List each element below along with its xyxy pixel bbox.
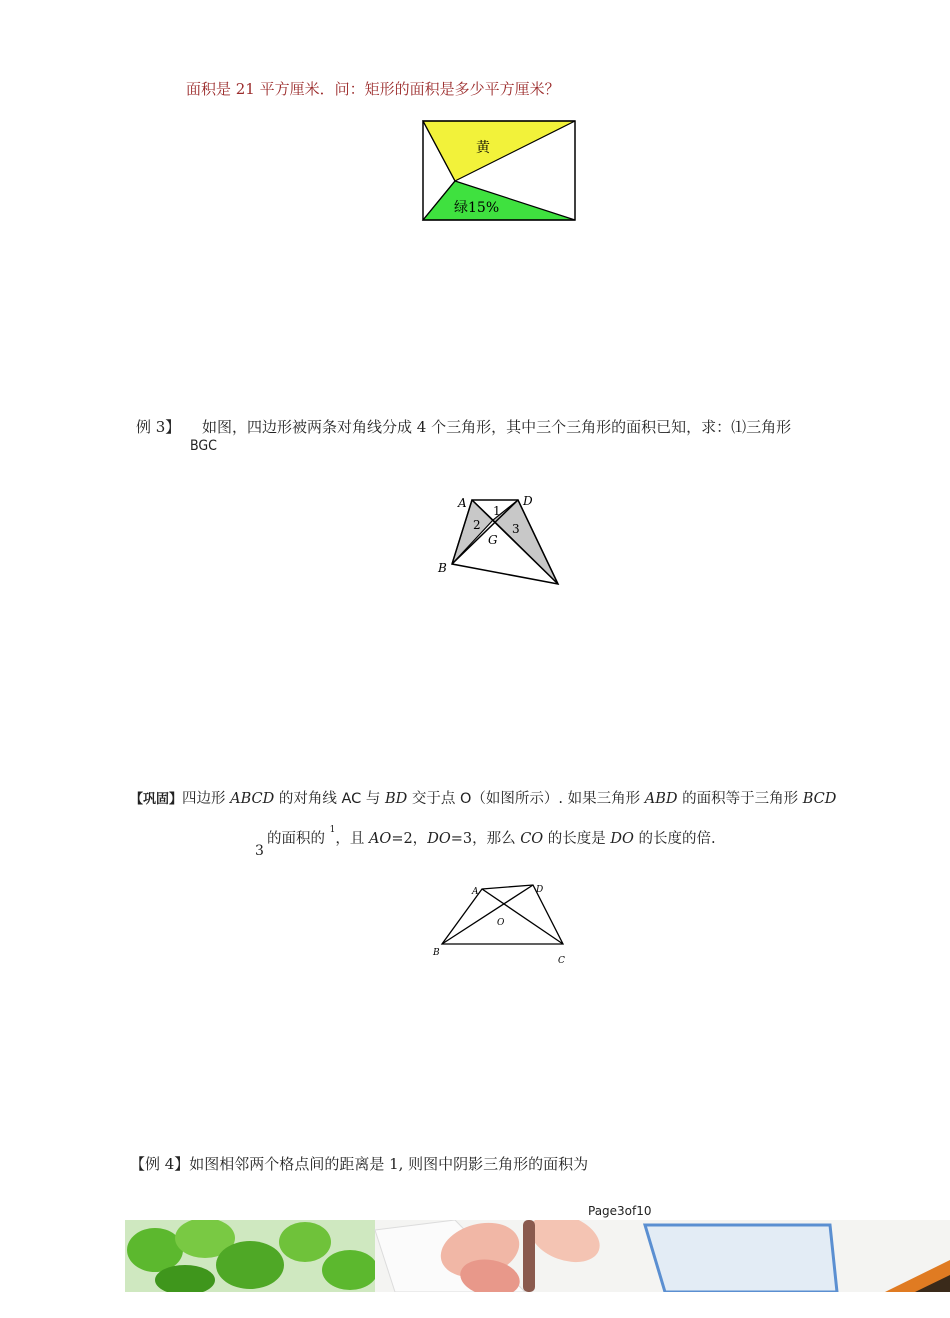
gonggu-line-1 xyxy=(130,787,836,808)
yellow-label: 黄 xyxy=(476,140,490,156)
area-2-label: 2 xyxy=(473,518,481,532)
text-segment: 的对角线 xyxy=(274,791,342,807)
triangle-3-shaded xyxy=(493,500,558,584)
example3-label: 例 3】 xyxy=(136,418,181,436)
text-segment: （如图所示）. 如果三角形 xyxy=(471,791,645,807)
text-segment: 的面积等于三角形 xyxy=(677,791,803,807)
book-shape xyxy=(645,1225,837,1292)
rectangle-figure xyxy=(420,118,580,224)
quadrilateral-figure-abcd xyxy=(430,490,570,590)
text-segment: =2， xyxy=(391,831,428,847)
quadrilateral-outline xyxy=(442,885,563,944)
vertex-a-label: A xyxy=(458,496,467,510)
gonggu-line-2 xyxy=(267,827,716,848)
problem-text-top: 面积是 21 平方厘米．问：矩形的面积是多少平方厘米？ xyxy=(186,80,560,98)
var-do: DO xyxy=(427,831,451,847)
var-ac: AC xyxy=(341,791,362,807)
text-segment: 交于点 xyxy=(407,791,460,807)
text-segment: ，且 xyxy=(335,831,369,847)
page-number: Page3of10 xyxy=(588,1204,652,1218)
quadrilateral-figure-abcdo xyxy=(425,878,575,968)
var-abd: ABD xyxy=(644,791,678,807)
text-segment: 的长度是 xyxy=(543,831,611,847)
vertex-b-label: B xyxy=(438,561,447,575)
vertex-d-label: D xyxy=(523,494,533,508)
vertex-b-label: B xyxy=(433,948,440,958)
var-o: O xyxy=(459,791,472,807)
var-bcd: BCD xyxy=(802,791,837,807)
text-segment: 的长度的倍. xyxy=(633,831,716,847)
text-segment: =3，那么 xyxy=(450,831,521,847)
var-abcd: ABCD xyxy=(230,791,275,807)
point-o-label: O xyxy=(497,918,505,928)
center-g-label: G xyxy=(488,533,498,547)
text-segment: 与 xyxy=(361,791,385,807)
example3-continuation: BGC xyxy=(190,438,217,454)
gonggu-tag: 【巩固】 xyxy=(130,792,183,807)
text-segment: 四边形 xyxy=(182,791,231,807)
vertex-c-label: C xyxy=(558,956,565,966)
area-1-label: 1 xyxy=(493,504,501,518)
vertex-d-label: D xyxy=(536,885,544,895)
fraction-numerator: 1 xyxy=(329,825,336,835)
yellow-triangle xyxy=(423,121,575,181)
example4-text: 【例 4】如图相邻两个格点间的距离是 1, 则图中阴影三角形的面积为 xyxy=(130,1155,589,1173)
fraction-denominator: 3 xyxy=(255,843,264,859)
decorative-banner-image xyxy=(125,1220,950,1292)
green-label: 绿15% xyxy=(454,200,500,216)
text-segment: 的面积的 xyxy=(267,831,330,847)
vertex-a-label: A xyxy=(472,887,479,897)
area-3-label: 3 xyxy=(512,522,520,536)
var-co: CO xyxy=(520,831,544,847)
var-ao: AO xyxy=(368,831,392,847)
var-do: DO xyxy=(610,831,634,847)
example3-text: 如图，四边形被两条对角线分成 4 个三角形，其中三个三角形的面积已知，求：⑴三角形 xyxy=(202,418,792,436)
var-bd: BD xyxy=(384,791,408,807)
